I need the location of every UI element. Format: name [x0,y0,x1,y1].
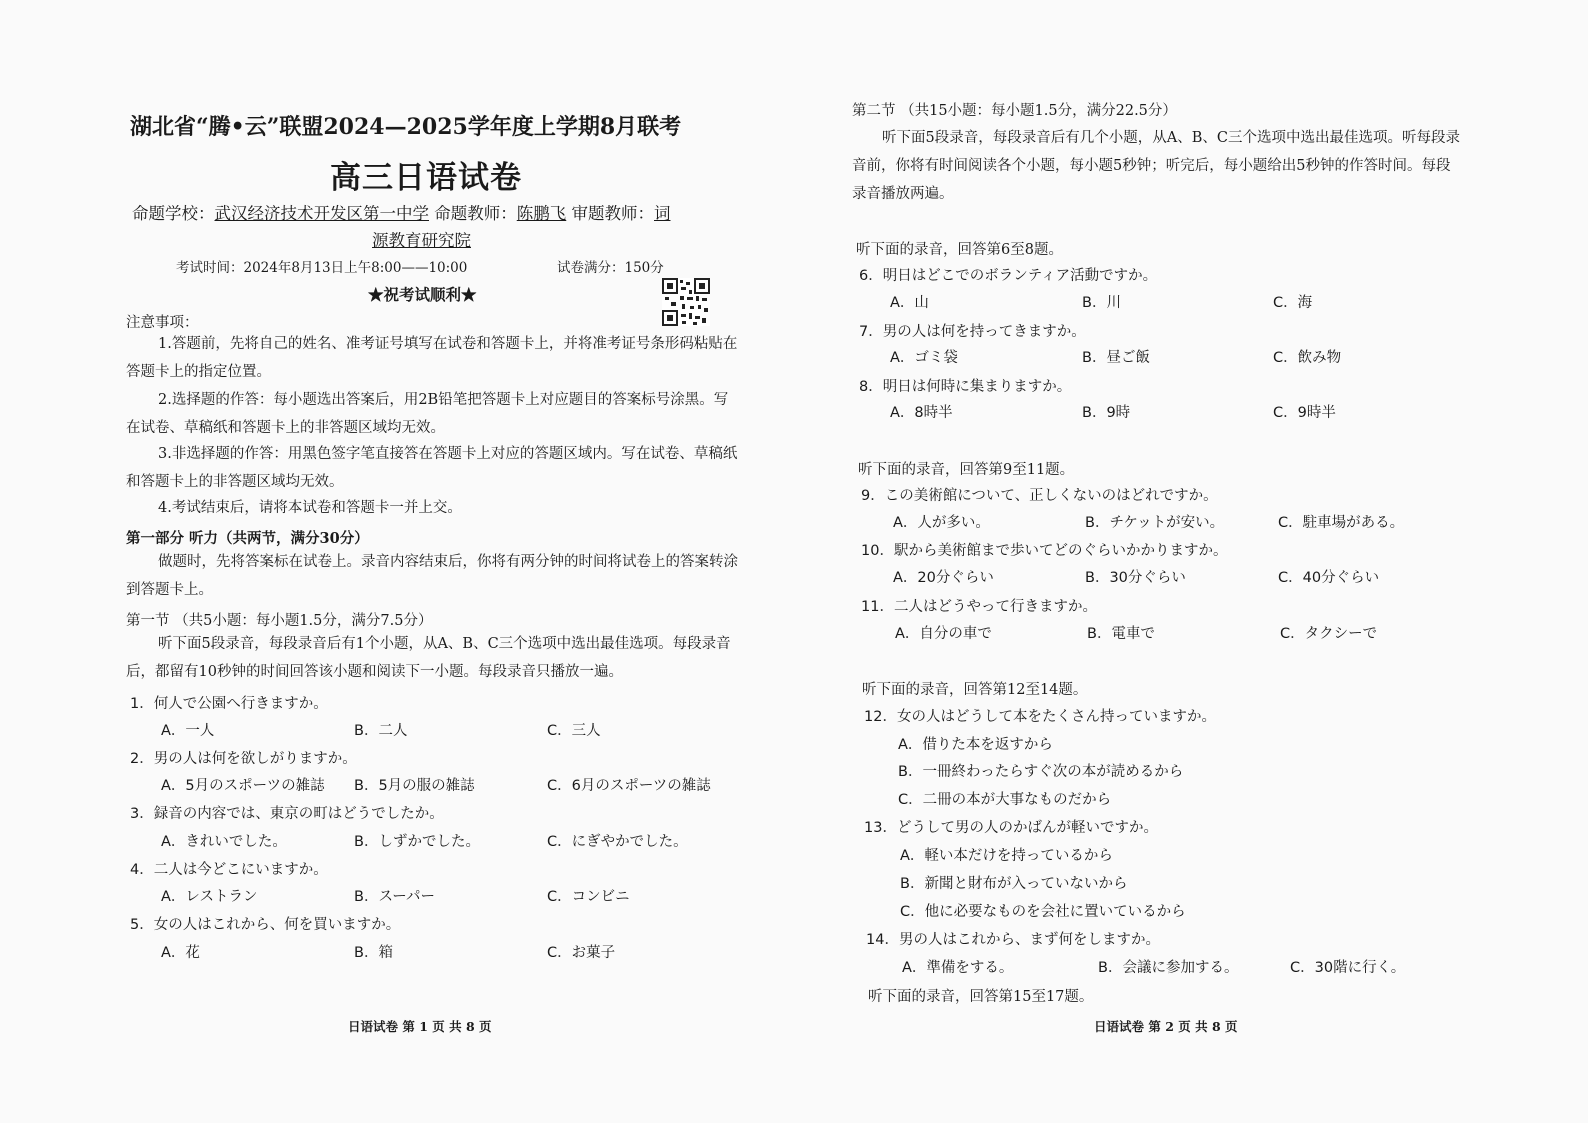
question-14: 14．男の人はこれから、まず何をしますか。 [866,932,1160,948]
option-c[interactable]: C．40分ぐらい [1278,570,1380,586]
page-title: 高三日语试卷 [330,160,522,196]
group-prompt: 听下面的录音，回答第6至8题。 [856,242,1063,258]
author-line [132,200,671,224]
question-13: 13．どうして男の人のかばんが軽いですか。 [864,820,1158,836]
notes-title: 注意事项： [126,315,199,331]
option-b[interactable]: B．会議に参加する。 [1098,960,1239,976]
option-b[interactable]: B．二人 [354,723,408,739]
question-11: 11．二人はどうやって行きますか。 [861,599,1097,615]
qr-code-icon [662,278,710,326]
note-item: 4.考试结束后，请将本试卷和答题卡一并上交。 [158,500,462,516]
reviewer-name-1: 词 [654,204,671,223]
question-8: 8．明日は何時に集まりますか。 [859,379,1072,395]
group-prompt: 听下面的录音，回答第12至14题。 [862,682,1088,698]
option-a[interactable]: A．自分の車で [895,626,992,642]
page-2 [794,0,1588,1123]
question-5: 5．女の人はこれから、何を買いますか。 [130,917,401,933]
reviewer-name-2: 源教育研究院 [372,231,471,250]
option-b[interactable]: B．川 [1082,295,1121,311]
part1-title: 第一部分 听力（共两节，满分30分） [126,530,369,547]
option-b[interactable]: B．一冊終わったらすぐ次の本が読めるから [898,764,1184,780]
option-b[interactable]: B．チケットが安い。 [1085,515,1225,531]
question-10: 10．駅から美術館まで歩いてどのぐらいかかりますか。 [861,543,1228,559]
wish-line: ★祝考试顺利★ [368,285,477,304]
option-b[interactable]: B．30分ぐらい [1085,570,1186,586]
page-footer: 日语试卷 第 1 页 共 8 页 [348,1019,492,1034]
group-prompt: 听下面的录音，回答第15至17题。 [868,989,1094,1005]
question-9: 9．この美術館について、正しくないのはどれですか。 [861,488,1218,504]
option-a[interactable]: A．借りた本を返すから [898,737,1053,753]
option-c[interactable]: C．お菓子 [547,945,616,961]
section2-title: 第二节 （共15小题：每小题1.5分，满分22.5分） [852,103,1177,119]
option-a[interactable]: A．花 [161,945,200,961]
question-12: 12．女の人はどうして本をたくさん持っていますか。 [864,709,1216,725]
question-4: 4．二人は今どこにいますか。 [130,862,328,878]
group-prompt: 听下面的录音，回答第9至11题。 [858,462,1075,478]
section1-intro: 听下面5段录音，每段录音后有1个小题，从A、B、C三个选项中选出最佳选项。每段录音后，都留有10秒钟的时间回答该小题和阅读下一小题。每段录音只播放一遍。 [126,636,731,680]
option-c[interactable]: C．駐車場がある。 [1278,515,1405,531]
teacher-name: 陈鹏飞 [516,204,567,223]
question-7: 7．男の人は何を持ってきますか。 [859,324,1086,340]
part1-intro: 做题时，先将答案标在试卷上。录音内容结束后，你将有两分钟的时间将试卷上的答案转涂到答题卡上。 [126,554,738,598]
option-b[interactable]: B．昼ご飯 [1082,350,1150,366]
option-a[interactable]: A．一人 [161,723,215,739]
option-c[interactable]: C．にぎやかでした。 [547,834,688,850]
option-a[interactable]: A．ゴミ袋 [890,350,958,366]
option-c[interactable]: C．他に必要なものを会社に置いているから [900,904,1186,920]
option-b[interactable]: B．新聞と財布が入っていないから [900,876,1128,892]
section2-intro: 听下面5段录音，每段录音后有几个小题，从A、B、C三个选项中选出最佳选项。听每段录音前，你将有时间阅读各个小题，每小题5秒钟；听完后，每小题给出5秒钟的作答时间。每段录音播放两遍。 [852,130,1460,202]
option-a[interactable]: A．5月のスポーツの雑誌 [161,778,325,794]
option-b[interactable]: B．スーパー [354,889,435,905]
option-c[interactable]: C．三人 [547,723,601,739]
option-a[interactable]: A．軽い本だけを持っているから [900,848,1113,864]
option-c[interactable]: C．コンビニ [547,889,630,905]
option-b[interactable]: B．箱 [354,945,393,961]
option-a[interactable]: A．山 [890,295,929,311]
full-score: 试卷满分：150分 [557,260,664,276]
note-item: 3.非选择题的作答：用黑色签字笔直接答在答题卡上对应的答题区域内。写在试卷、草稿纸和答题卡上的非答题区域均无效。 [126,446,738,490]
section1-title: 第一节 （共5小题：每小题1.5分，满分7.5分） [126,613,433,629]
option-b[interactable]: B．9時 [1082,405,1131,421]
question-3: 3．録音の内容では、東京の町はどうでしたか。 [130,806,444,822]
option-c[interactable]: C．飲み物 [1273,350,1342,366]
reviewer-label: 审题教师： [571,204,654,223]
option-a[interactable]: A．人が多い。 [893,515,990,531]
teacher-label: 命题教师： [434,204,517,223]
school-name: 武汉经济技术开发区第一中学 [214,204,429,223]
option-c[interactable]: C．海 [1273,295,1313,311]
option-a[interactable]: A．8時半 [890,405,953,421]
option-b[interactable]: B．しずかでした。 [354,834,480,850]
note-item: 1.答题前，先将自己的姓名、准考证号填写在试卷和答题卡上，并将准考证号条形码粘贴在答题卡上的指定位置。 [126,336,738,380]
option-c[interactable]: C．9時半 [1273,405,1336,421]
option-c[interactable]: C．6月のスポーツの雑誌 [547,778,711,794]
question-6: 6．明日はどこでのボランティア活動ですか。 [859,268,1158,284]
exam-time: 考试时间：2024年8月13日上午8:00——10:00 [176,260,468,276]
page-footer: 日语试卷 第 2 页 共 8 页 [1094,1019,1238,1034]
question-2: 2．男の人は何を欲しがりますか。 [130,751,357,767]
option-c[interactable]: C．二冊の本が大事なものだから [898,792,1112,808]
exam-header-title: 湖北省“腾•云”联盟2024—2025学年度上学期8月联考 [130,114,682,140]
question-1: 1．何人で公園へ行きますか。 [130,696,328,712]
option-c[interactable]: C．タクシーで [1280,626,1378,642]
option-a[interactable]: A．レストラン [161,889,258,905]
school-label: 命题学校： [132,204,215,223]
option-a[interactable]: A．きれいでした。 [161,834,287,850]
option-b[interactable]: B．5月の服の雑誌 [354,778,475,794]
option-a[interactable]: A．20分ぐらい [893,570,994,586]
option-a[interactable]: A．準備をする。 [902,960,1014,976]
note-item: 2.选择题的作答：每小题选出答案后，用2B铅笔把答题卡上对应题目的答案标号涂黑。写在试卷、草稿纸和答题卡上的非答题区域均无效。 [126,392,729,436]
option-c[interactable]: C．30階に行く。 [1290,960,1406,976]
option-b[interactable]: B．電車で [1087,626,1155,642]
